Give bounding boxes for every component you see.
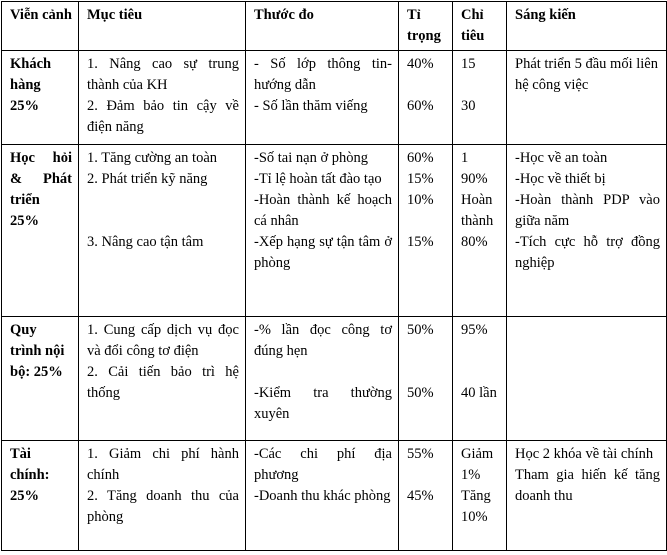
header-perspective: Viễn cảnh	[2, 2, 79, 51]
header-target: Chỉ tiêu	[453, 2, 507, 51]
header-measure: Thước đo	[246, 2, 399, 51]
objective-cell: 1. Nâng cao sự trung thành của KH 2. Đảm bảo tin cậy về điện năng	[79, 51, 246, 145]
weight-cell: 50% 50%	[399, 317, 453, 441]
target-cell: 15 30	[453, 51, 507, 145]
target-cell: 1 90% Hoàn thành 80%	[453, 145, 507, 317]
header-row	[2, 2, 667, 51]
objective-cell: 1. Tăng cường an toàn 2. Phát triển kỹ năng 3. Nâng cao tận tâm	[79, 145, 246, 317]
perspective-cell: Khách hàng 25%	[2, 51, 79, 145]
header-objective: Mục tiêu	[79, 2, 246, 51]
initiative-cell: Phát triển 5 đầu mối liên hệ công việc	[507, 51, 667, 145]
measure-cell: -Các chi phí địa phương -Doanh thu khác phòng	[246, 441, 399, 551]
table-row-customer	[2, 51, 667, 145]
measure-cell: -Số tai nạn ở phòng -Tỉ lệ hoàn tất đào tạo -Hoàn thành kế hoạch cá nhân -Xếp hạng sự tận tâm ở phòng	[246, 145, 399, 317]
perspective-cell: Tài chính: 25%	[2, 441, 79, 551]
initiative-cell: -Học về an toàn -Học về thiết bị -Hoàn thành PDP vào giữa năm -Tích cực hỗ trợ đồng nghiệp	[507, 145, 667, 317]
weight-cell: 40% 60%	[399, 51, 453, 145]
header-weight: Tỉ trọng	[399, 2, 453, 51]
perspective-cell: Học hỏi & Phát triển 25%	[2, 145, 79, 317]
table-row-finance	[2, 441, 667, 551]
weight-cell: 60% 15% 10% 15%	[399, 145, 453, 317]
weight-cell: 55% 45%	[399, 441, 453, 551]
initiative-cell: Học 2 khóa về tài chính Tham gia hiến kế tăng doanh thu	[507, 441, 667, 551]
table-row-internal	[2, 317, 667, 441]
target-cell: 95% 40 lần	[453, 317, 507, 441]
scorecard-table	[1, 1, 667, 551]
target-cell: Giảm 1% Tăng 10%	[453, 441, 507, 551]
measure-cell: -% lần đọc công tơ đúng hẹn -Kiểm tra thường xuyên	[246, 317, 399, 441]
objective-cell: 1. Cung cấp dịch vụ đọc và đổi công tơ điện 2. Cải tiến bảo trì hệ thống	[79, 317, 246, 441]
measure-cell: - Số lớp thông tin-hướng dẫn - Số lần thăm viếng	[246, 51, 399, 145]
initiative-cell	[507, 317, 667, 441]
perspective-cell: Quy trình nội bộ: 25%	[2, 317, 79, 441]
table-row-learning	[2, 145, 667, 317]
objective-cell: 1. Giảm chi phí hành chính 2. Tăng doanh thu của phòng	[79, 441, 246, 551]
header-initiative: Sáng kiến	[507, 2, 667, 51]
